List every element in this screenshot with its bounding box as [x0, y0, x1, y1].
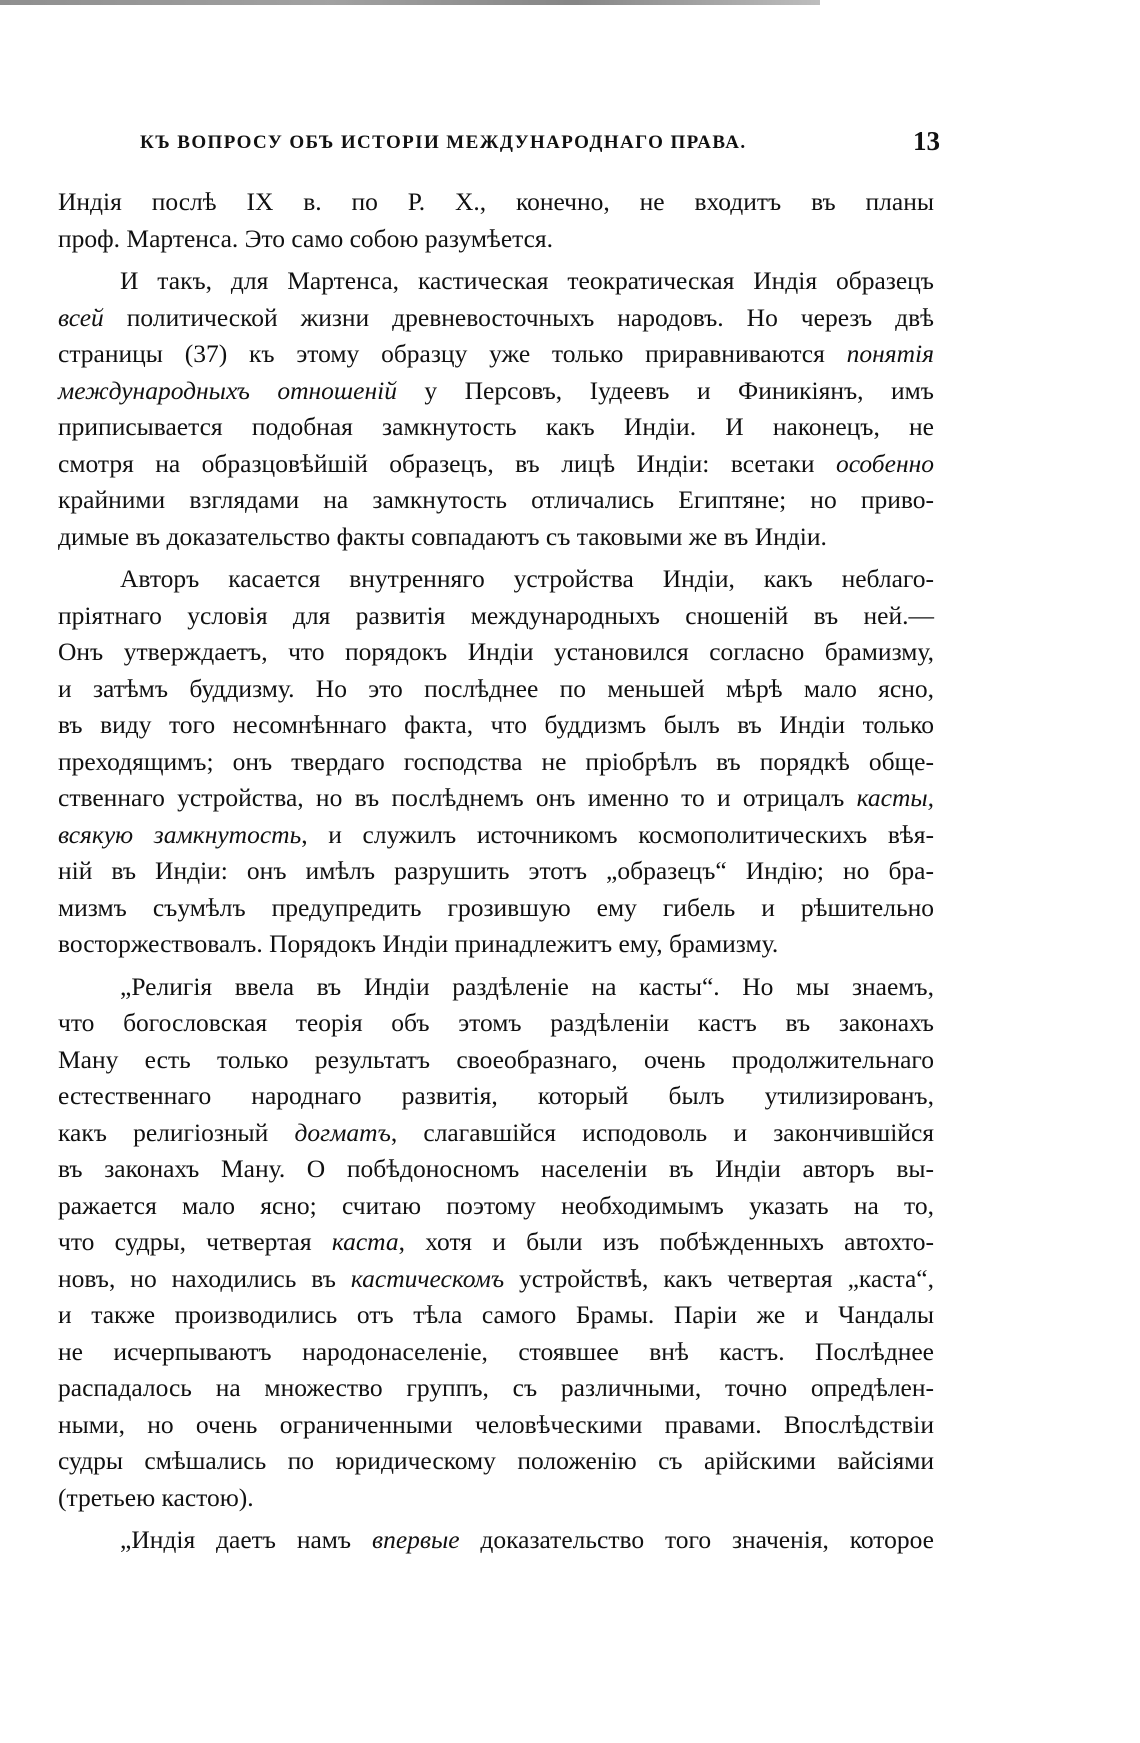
text-run: ражается мало ясно; считаю поэтому необходимымъ указать на то, — [58, 1190, 934, 1220]
text-line — [58, 300, 934, 337]
text-line — [58, 598, 934, 635]
text-run: и также производились отъ тѣла самого Брамы. Паріи же и Чандалы — [58, 1300, 934, 1329]
italic-text: всякую замкнутость — [58, 819, 302, 849]
text-run: Онъ утверждаетъ, что порядокъ Индіи установился согласно брамизму, — [58, 637, 934, 666]
text-run: что судры, четвертая — [58, 1227, 332, 1256]
text-line — [58, 336, 934, 373]
text-run: и затѣмъ буддизму. Но это послѣднее по меньшей мѣрѣ мало ясно, — [58, 673, 934, 703]
text-run: устройствѣ, какъ четвертая „каста“, — [504, 1263, 934, 1293]
text-line — [58, 634, 934, 671]
text-line — [58, 409, 934, 446]
text-run: мизмъ съумѣлъ предупредить грозившую ему гибель и рѣшительно — [58, 892, 934, 922]
text-run: въ законахъ Ману. О побѣдоносномъ населеніи въ Индіи авторъ вы- — [58, 1154, 934, 1183]
text-run: , и служилъ источникомъ космополитическихъ вѣя- — [301, 819, 934, 849]
text-line — [58, 1370, 934, 1407]
italic-text: каста — [331, 1227, 399, 1256]
text-line — [58, 1005, 934, 1042]
text-line — [58, 1188, 934, 1225]
text-run: у Персовъ, Іудеевъ и Финикіянъ, имъ — [396, 375, 934, 405]
running-head: КЪ ВОПРОСУ ОБЪ ИСТОРІИ МЕЖДУНАРОДНАГО ПРАВА. — [140, 132, 747, 153]
italic-text: всей — [58, 302, 104, 332]
text-run: ными, но очень ограниченными человѣческими правами. Впослѣдствіи — [58, 1409, 934, 1439]
italic-text: понятія — [846, 339, 934, 368]
text-run: ственнаго устройства, но въ послѣднемъ онъ именно то и отрицалъ — [58, 783, 857, 812]
text-run: новъ, но находились въ — [58, 1263, 351, 1293]
text-run: страницы (37) къ этому образцу уже только приравниваются — [58, 339, 847, 368]
text-run: приписывается подобная замкнутость какъ Индіи. И наконецъ, не — [58, 412, 934, 441]
scan-edge-mark — [0, 0, 820, 5]
italic-text: впервые — [372, 1525, 460, 1554]
text-line — [58, 263, 934, 300]
text-run: Ману есть только результатъ своеобразнаго, очень продолжительнаго — [58, 1044, 934, 1074]
text-run: И такъ, для Мартенса, кастическая теократическая Индія образецъ — [120, 266, 934, 295]
text-line — [58, 1078, 934, 1115]
italic-text: кастическомъ — [350, 1263, 505, 1293]
text-run: распадалось на множество группъ, съ различными, точно опредѣлен- — [58, 1373, 934, 1402]
text-run: смотря на образцовѣйшій образецъ, въ лицѣ Индіи: всетаки — [58, 448, 836, 478]
text-line — [58, 561, 934, 598]
text-run: какъ религіозный — [58, 1117, 295, 1147]
text-run: крайними взглядами на замкнутость отличались Египтяне; но приво- — [58, 485, 934, 514]
text-line — [58, 780, 934, 817]
text-line — [58, 1443, 934, 1480]
text-line — [58, 1297, 934, 1334]
text-line — [58, 221, 934, 258]
text-run: Авторъ касается внутренняго устройства Индіи, какъ неблаго- — [120, 564, 934, 593]
page-header — [140, 126, 940, 166]
text-line — [58, 1480, 934, 1517]
text-run: димые въ доказательство факты совпадаютъ съ таковыми же въ Индіи. — [58, 521, 827, 551]
text-run: (третьею кастою). — [58, 1482, 254, 1512]
text-line — [58, 707, 934, 744]
italic-text: касты, — [856, 783, 934, 812]
text-run: „Индія даетъ намъ — [120, 1525, 372, 1554]
text-line — [58, 1407, 934, 1444]
body-text — [58, 184, 934, 1559]
text-line — [58, 1522, 934, 1559]
text-run: что богословская теорія объ этомъ раздѣленіи кастъ въ законахъ — [58, 1008, 934, 1037]
text-line — [58, 1115, 934, 1152]
italic-text: догматъ — [294, 1117, 391, 1147]
text-line — [58, 969, 934, 1006]
text-line — [58, 926, 934, 963]
text-line — [58, 1151, 934, 1188]
text-line — [58, 519, 934, 556]
text-line — [58, 671, 934, 708]
text-line — [58, 817, 934, 854]
text-run: восторжествовалъ. Порядокъ Индіи принадлежитъ ему, брамизму. — [58, 929, 779, 958]
italic-text: особенно — [835, 448, 934, 478]
page-number: 13 — [913, 126, 940, 156]
text-run: ній въ Индіи: онъ имѣлъ разрушить этотъ „образецъ“ Индію; но бра- — [58, 856, 934, 885]
text-run: , слагавшійся исподоволь и закончившійся — [390, 1117, 934, 1147]
text-line — [58, 482, 934, 519]
text-run: , хотя и были изъ побѣжденныхъ автохто- — [398, 1227, 934, 1256]
text-line — [58, 1042, 934, 1079]
text-line — [58, 1334, 934, 1371]
text-run: не исчерпываютъ народонаселеніе, стоявшее внѣ кастъ. Послѣднее — [58, 1336, 934, 1366]
text-line — [58, 1261, 934, 1298]
text-run: пріятнаго условія для развитія международныхъ сношеній въ ней.— — [58, 600, 934, 630]
text-run: судры смѣшались по юридическому положенію съ арійскими вайсіями — [58, 1446, 934, 1475]
italic-text: международныхъ отношеній — [58, 375, 397, 405]
text-line — [58, 744, 934, 781]
text-line — [58, 446, 934, 483]
text-run: Индія послѣ IX в. по Р. Х., конечно, не входитъ въ планы — [58, 187, 934, 216]
text-run: проф. Мартенса. Это само собою разумѣется. — [58, 223, 554, 253]
text-run: доказательство того значенія, которое — [459, 1525, 934, 1554]
text-run: естественнаго народнаго развитія, который былъ утилизированъ, — [58, 1081, 934, 1110]
text-run: „Религія ввела въ Индіи раздѣленіе на касты“. Но мы знаемъ, — [120, 971, 934, 1001]
text-line — [58, 373, 934, 410]
text-run: политической жизни древневосточныхъ народовъ. Но черезъ двѣ — [103, 302, 934, 332]
text-line — [58, 853, 934, 890]
text-run: преходящимъ; онъ твердаго господства не пріобрѣлъ въ порядкѣ обще- — [58, 746, 934, 776]
text-line — [58, 184, 934, 221]
text-line — [58, 890, 934, 927]
text-line — [58, 1224, 934, 1261]
text-run: въ виду того несомнѣннаго факта, что буддизмъ былъ въ Индіи только — [58, 710, 934, 739]
